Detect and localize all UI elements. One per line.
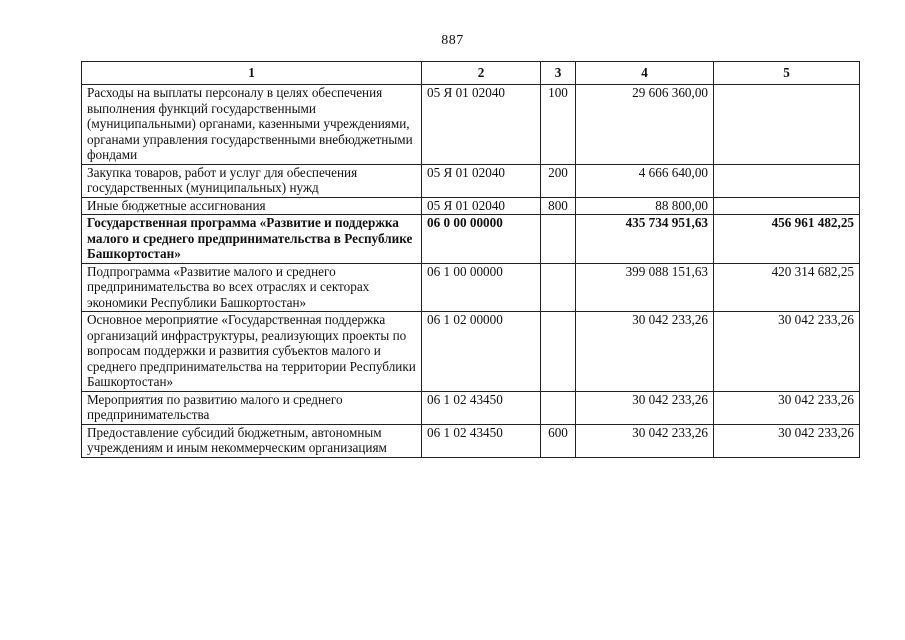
row-code-cell: 06 1 02 43450: [422, 424, 541, 457]
row-amount-year2-cell: 456 961 482,25: [714, 215, 860, 264]
column-header-3: 3: [541, 62, 576, 85]
row-expense-type-cell: [541, 263, 576, 312]
column-header-1: 1: [82, 62, 422, 85]
table-row: [82, 164, 860, 197]
row-code-cell: 06 1 02 00000: [422, 312, 541, 392]
table-row: [82, 391, 860, 424]
row-amount-year1-cell: 30 042 233,26: [576, 391, 714, 424]
row-expense-type-cell: [541, 391, 576, 424]
row-amount-year2-cell: [714, 197, 860, 215]
row-amount-year2-cell: 30 042 233,26: [714, 391, 860, 424]
row-expense-type-cell: 800: [541, 197, 576, 215]
row-name-cell: Закупка товаров, работ и услуг для обеспечения государственных (муниципальных) нужд: [82, 164, 422, 197]
table-row: [82, 215, 860, 264]
row-name-cell: Государственная программа «Развитие и поддержка малого и среднего предпринимательства в Республике Башкортостан»: [82, 215, 422, 264]
row-amount-year1-cell: 399 088 151,63: [576, 263, 714, 312]
column-header-5: 5: [714, 62, 860, 85]
row-amount-year2-cell: 30 042 233,26: [714, 424, 860, 457]
table-header-row: [82, 62, 860, 85]
row-expense-type-cell: [541, 215, 576, 264]
table-row: [82, 424, 860, 457]
table-body: [82, 85, 860, 458]
row-name-cell: Расходы на выплаты персоналу в целях обеспечения выполнения функций государственными (муниципальными) органами, казенными учреждениями, органами управления государственными внебюджетными фондами: [82, 85, 422, 165]
page-number: 887: [441, 33, 464, 48]
row-name-cell: Иные бюджетные ассигнования: [82, 197, 422, 215]
row-name-cell: Предоставление субсидий бюджетным, автономным учреждениям и иным некоммерческим организациям: [82, 424, 422, 457]
row-expense-type-cell: 200: [541, 164, 576, 197]
row-code-cell: 06 0 00 00000: [422, 215, 541, 264]
row-code-cell: 06 1 00 00000: [422, 263, 541, 312]
table-row: [82, 263, 860, 312]
table-row: [82, 85, 860, 165]
row-amount-year1-cell: 4 666 640,00: [576, 164, 714, 197]
column-header-4: 4: [576, 62, 714, 85]
row-amount-year2-cell: [714, 164, 860, 197]
row-amount-year1-cell: 88 800,00: [576, 197, 714, 215]
row-expense-type-cell: 600: [541, 424, 576, 457]
row-amount-year1-cell: 30 042 233,26: [576, 424, 714, 457]
row-amount-year1-cell: 435 734 951,63: [576, 215, 714, 264]
row-code-cell: 05 Я 01 02040: [422, 85, 541, 165]
row-amount-year2-cell: [714, 85, 860, 165]
table-row: [82, 312, 860, 392]
row-code-cell: 05 Я 01 02040: [422, 164, 541, 197]
row-amount-year2-cell: 420 314 682,25: [714, 263, 860, 312]
row-name-cell: Подпрограмма «Развитие малого и среднего предпринимательства во всех отраслях и секторах экономики Республики Башкортостан»: [82, 263, 422, 312]
row-expense-type-cell: 100: [541, 85, 576, 165]
column-header-2: 2: [422, 62, 541, 85]
row-amount-year1-cell: 30 042 233,26: [576, 312, 714, 392]
row-amount-year2-cell: 30 042 233,26: [714, 312, 860, 392]
budget-table: [81, 61, 860, 458]
row-code-cell: 06 1 02 43450: [422, 391, 541, 424]
row-amount-year1-cell: 29 606 360,00: [576, 85, 714, 165]
row-expense-type-cell: [541, 312, 576, 392]
row-name-cell: Мероприятия по развитию малого и среднего предпринимательства: [82, 391, 422, 424]
row-code-cell: 05 Я 01 02040: [422, 197, 541, 215]
table-row: [82, 197, 860, 215]
row-name-cell: Основное мероприятие «Государственная поддержка организаций инфраструктуры, реализующих проекты по вопросам поддержки и развития субъектов малого и среднего предпринимательства на территории Республики Башкортостан»: [82, 312, 422, 392]
